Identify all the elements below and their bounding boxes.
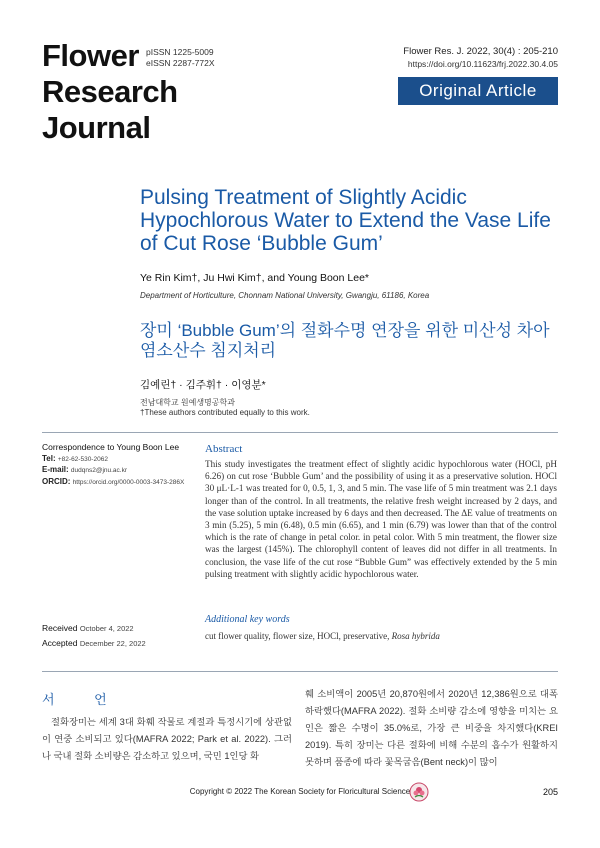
divider — [42, 432, 558, 433]
abstract-text: This study investigates the treatment effect of slightly acidic hypochlorous water (HOCl, pH 6.26) on cut rose ‘Bubble Gum’ and the possibility of using it as a preservative solution. HOCl 30 μL·L-1 was treated for 0, 0.5, 1, 3, and 5 min. The vase life of 5 min treatment was 2.1 days longer than of the control. In all treatments, the relative fresh weight increased by 2 days, and the vase solution uptake increased by 6 days and then decreased. The ΔE value of treatments on 3 min (5.25), 5 min (6.48), 0.5 min (6.65), and 1 min (6.79) was lower than that of the control which is the rate of change in petal color. in petal color. With 5 min treatment, the flower size was the largest (145%). The chlorophyll content of leaves did not differ in all treatments. In conclusion, the vase life of the cut rose “Bubble Gum” was effectively extended by the 5 min pulsing treatment with slightly acidic hypochlorous water. — [205, 459, 557, 579]
authors-ko: 김예린† · 김주휘† · 이영분* — [140, 379, 266, 391]
orcid-label: ORCID: — [42, 476, 71, 486]
pissn: pISSN 1225-5009 — [146, 47, 214, 57]
article-type-badge: Original Article — [398, 77, 558, 105]
keywords-text — [205, 631, 440, 641]
body-text-right: 훼 소비액이 2005년 20,870원에서 2020년 12,386원으로 대폭 하락했다(MAFRA 2022). 절화 소비량 감소에 영향을 미치는 요인은 짧은 수명이 35.0%로, 가장 큰 비중을 차지했다(KREI 2019). 특히 장미는 다른 절화에 비해 수분의 흡수가 원활하지 못하며 품종에 따라 꽃목굽음(Bent neck)이 많이 — [305, 689, 558, 767]
copyright: Copyright © 2022 The Korean Society for Floricultural Science — [189, 787, 411, 796]
eissn: eISSN 2287-772X — [146, 58, 215, 68]
society-logo-icon — [409, 782, 429, 802]
affiliation-ko: 전남대학교 원예생명공학과 — [140, 398, 235, 407]
accepted-date: December 22, 2022 — [79, 639, 146, 648]
email-value[interactable]: dudqns2@jnu.ac.kr — [70, 467, 128, 474]
article-title-en: Pulsing Treatment of Slightly Acidic Hypochlorous Water to Extend the Vase Life of Cut Rose ‘Bubble Gum’ — [140, 186, 551, 255]
citation: Flower Res. J. 2022, 30(4) : 205-210 — [403, 46, 558, 57]
journal-title-line: Research — [42, 74, 178, 109]
email-label: E-mail: — [42, 465, 69, 474]
citation-block — [403, 46, 558, 70]
correspondence-block — [42, 442, 202, 488]
equal-contribution-note: †These authors contributed equally to this work. — [140, 408, 310, 417]
issn-block — [146, 47, 215, 69]
article-title-ko: 장미 ‘Bubble Gum’의 절화수명 연장을 위한 미산성 차아염소산수 침지처리 — [140, 321, 550, 360]
accepted-label: Accepted — [42, 638, 78, 648]
received-label: Received — [42, 623, 78, 633]
abstract-heading: Abstract — [205, 443, 243, 455]
body-text-left: 절화장미는 세계 3대 화훼 작물로 계절과 특정시기에 상관없이 연중 소비되고 있다(MAFRA 2022; Park et al. 2022). 그러나 국내 절화 소비량은 감소하고 있으며, 국민 1인당 화 — [42, 717, 292, 761]
divider — [42, 671, 558, 672]
doi-link[interactable]: https://doi.org/10.11623/frj.2022.30.4.05 — [407, 59, 558, 69]
tel-value: +82-62-530-2062 — [57, 455, 108, 463]
authors-en: Ye Rin Kim†, Ju Hwi Kim†, and Young Boon Lee* — [140, 272, 370, 284]
orcid-value[interactable]: https://orcid.org/0000-0003-3473-286X — [72, 478, 185, 486]
keywords-species: Rosa hybrida — [391, 631, 440, 641]
page-number: 205 — [542, 787, 558, 797]
journal-title-line: Flower — [42, 38, 139, 73]
received-date: October 4, 2022 — [79, 624, 134, 633]
dates-block — [42, 621, 146, 651]
section-heading: 서 언 — [42, 692, 125, 707]
correspondence-heading: Correspondence to Young Boon Lee — [42, 442, 180, 452]
tel-label: Tel: — [42, 453, 56, 463]
affiliation-en: Department of Horticulture, Chonnam National University, Gwangju, 61186, Korea — [140, 291, 430, 300]
keywords-heading: Additional key words — [205, 614, 290, 625]
keywords-list: cut flower quality, flower size, HOCl, preservative, — [205, 631, 392, 641]
journal-title-line: Journal — [42, 110, 151, 145]
